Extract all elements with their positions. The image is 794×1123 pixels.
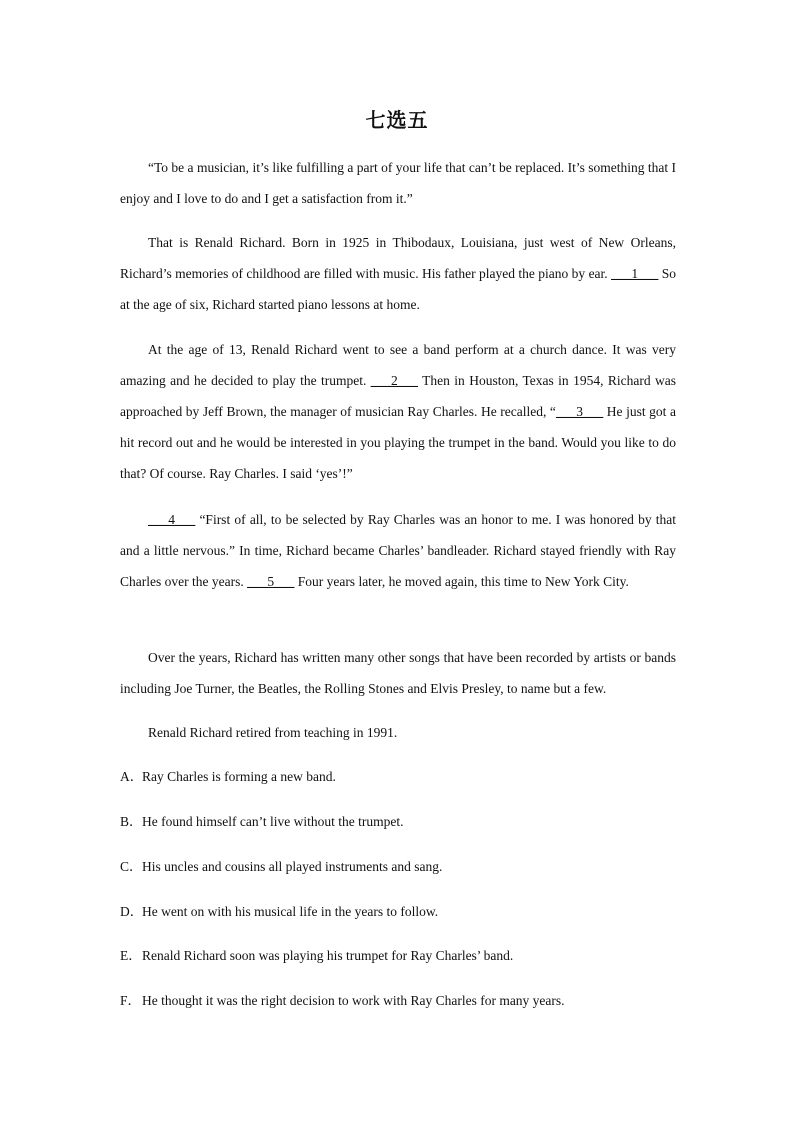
blank-4: ___4___ <box>148 512 196 527</box>
paragraph-retired <box>120 717 676 748</box>
paragraph-text: At the age of 13, Renald Richard went to see a band perform at a church dance. It was very amazing and he decided to play the trumpet. <box>120 342 676 388</box>
paragraph-quote <box>120 152 676 214</box>
option-d <box>120 902 676 922</box>
option-text: His uncles and cousins all played instruments and sang. <box>142 859 443 874</box>
option-b <box>120 812 676 832</box>
option-letter: A． <box>120 769 144 784</box>
option-text: Ray Charles is forming a new band. <box>142 769 336 784</box>
blank-2: ___2___ <box>370 373 418 388</box>
option-e <box>120 946 676 966</box>
option-letter: B． <box>120 814 143 829</box>
option-letter: E． <box>120 948 142 963</box>
option-text: Renald Richard soon was playing his trumpet for Ray Charles’ band. <box>142 948 514 963</box>
option-c <box>120 857 676 877</box>
paragraph-trumpet <box>120 334 676 489</box>
paragraph-text: So at the age of six, Richard started piano lessons at home. <box>120 266 676 312</box>
paragraph-childhood <box>120 227 676 320</box>
option-text: He thought it was the right decision to work with Ray Charles for many years. <box>142 993 565 1008</box>
paragraph-text: He just got a hit record out and he would be interested in you playing the trumpet in the band. Would you like to do that? Of course. Ray Charles. I said ‘yes’!” <box>120 404 676 481</box>
blank-5: ___5___ <box>247 574 295 589</box>
option-letter: D． <box>120 904 144 919</box>
option-text: He found himself can’t live without the trumpet. <box>142 814 404 829</box>
paragraph-songs <box>120 642 676 704</box>
paragraph-text: Renald Richard retired from teaching in 1991. <box>148 725 398 740</box>
page-title: 七选五 <box>365 110 429 132</box>
option-f <box>120 991 676 1011</box>
paragraph-text: “To be a musician, it’s like fulfilling a part of your life that can’t be replaced. It’s something that I enjoy and I love to do and I get a satisfaction from it.” <box>120 160 676 206</box>
paragraph-text: That is Renald Richard. Born in 1925 in Thibodaux, Louisiana, just west of New Orleans, Richard’s memories of childhood are filled with music. His father played the piano by ear. <box>120 235 676 281</box>
paragraph-text: “First of all, to be selected by Ray Charles was an honor to me. I was honored by that and a little nervous.” In time, Richard became Charles’ bandleader. Richard stayed friendly with Ray Charles over the years. <box>120 512 676 589</box>
blank-3: ___3___ <box>555 404 604 419</box>
paragraph-text: Over the years, Richard has written many other songs that have been recorded by artists or bands including Joe Turner, the Beatles, the Rolling Stones and Elvis Presley, to name but a few. <box>120 650 676 696</box>
paragraph-text: Four years later, he moved again, this time to New York City. <box>294 574 629 589</box>
option-text: He went on with his musical life in the years to follow. <box>142 904 439 919</box>
blank-1: ___1___ <box>611 266 659 281</box>
paragraph-bandleader <box>120 504 676 597</box>
paragraph-text: Then in Houston, Texas in 1954, Richard was approached by Jeff Brown, the manager of musician Ray Charles. He recalled, “ <box>120 373 676 419</box>
option-letter: C． <box>120 859 143 874</box>
option-a <box>120 767 676 787</box>
option-letter: F． <box>120 993 142 1008</box>
